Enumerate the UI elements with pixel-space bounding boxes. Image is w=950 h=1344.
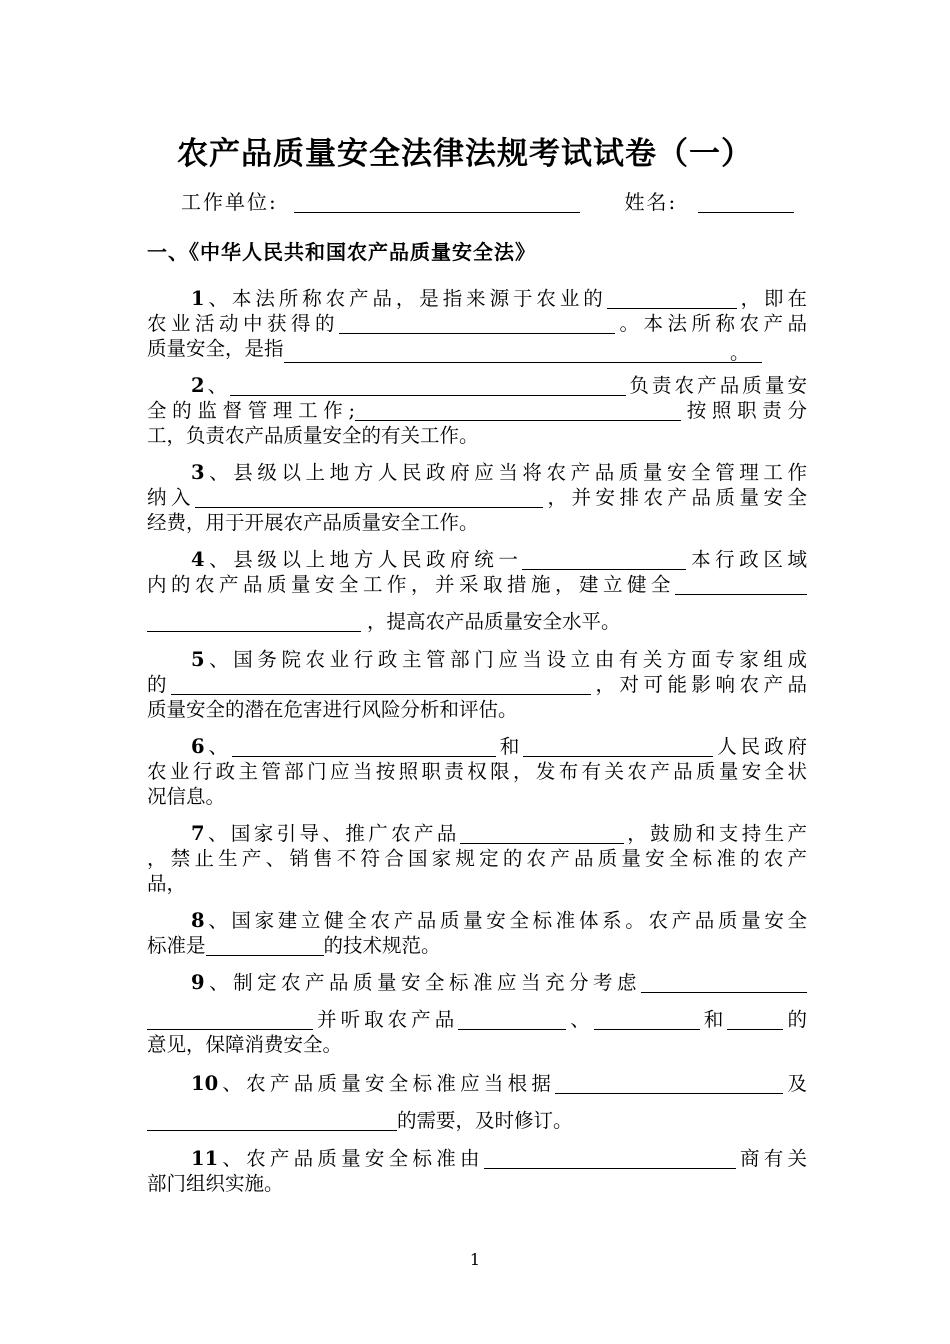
answer-blank[interactable]: [484, 1146, 736, 1169]
question-8: 8、国家建立健全农产品质量安全标准体系。农产品质量安全 标准是 的技术规范。: [147, 909, 807, 957]
answer-blank[interactable]: [522, 547, 686, 570]
question-3: 3、县级以上地方人民政府应当将农产品质量安全管理工作 纳入 ，并安排农产品质量安全 经费，用于开展农产品质量安全工作。: [147, 461, 807, 534]
question-2: 2、 负责农产品质量安 全的监督管理工作; 按照职责分 工，负责农产品质量安全的有关工作。: [147, 374, 807, 447]
info-line: [181, 186, 794, 215]
answer-blank[interactable]: [675, 572, 807, 595]
answer-blank[interactable]: [232, 734, 496, 757]
answer-blank[interactable]: [147, 1108, 397, 1131]
section-heading: 一、《中华人民共和国农产品质量安全法》: [147, 240, 536, 264]
question-1: 1、本法所称农产品，是指来源于农业的 ，即在 农业活动中获得的 。本法所称农产品 质量安全，是指 。: [147, 287, 807, 364]
question-11: 11、农产品质量安全标准由 商有关 部门组织实施。: [147, 1147, 807, 1195]
answer-blank[interactable]: [230, 373, 626, 396]
question-10: 10、农产品质量安全标准应当根据 及 的需要，及时修订。: [147, 1071, 807, 1133]
answer-blank[interactable]: [607, 286, 737, 309]
answer-blank[interactable]: [641, 970, 807, 993]
answer-blank[interactable]: [555, 1071, 783, 1094]
question-6: 6、 和 人民政府 农业行政主管部门应当按照职责权限，发布有关农产品质量安全状 况信息。: [147, 735, 807, 808]
answer-blank[interactable]: [355, 398, 681, 421]
page-title: 农产品质量安全法律法规考试试卷（一）: [177, 136, 753, 172]
answer-blank[interactable]: [458, 1007, 566, 1030]
answer-blank[interactable]: [460, 821, 624, 844]
answer-blank[interactable]: [195, 485, 543, 508]
page-number: 1: [469, 1250, 481, 1269]
answer-blank[interactable]: [147, 1007, 313, 1030]
answer-blank[interactable]: [147, 609, 361, 632]
answer-blank[interactable]: 。: [284, 340, 762, 363]
question-4: 4、县级以上地方人民政府统一 本行政区域 内的农产品质量安全工作，并采取措施，建立健全 ，提高农产品质量安全水平。: [147, 548, 807, 633]
answer-blank[interactable]: [523, 734, 713, 757]
answer-blank[interactable]: [594, 1007, 700, 1030]
answer-blank[interactable]: [171, 672, 591, 695]
unit-blank[interactable]: [294, 190, 580, 213]
name-blank[interactable]: [698, 190, 794, 213]
answer-blank[interactable]: [206, 933, 324, 956]
name-label: 姓名:: [624, 190, 678, 214]
question-5: 5、国务院农业行政主管部门应当设立由有关方面专家组成 的 ，对可能影响农产品 质量安全的潜在危害进行风险分析和评估。: [147, 648, 807, 721]
answer-blank[interactable]: [727, 1007, 783, 1030]
answer-blank[interactable]: [339, 311, 615, 334]
question-7: 7、国家引导、推广农产品 ，鼓励和支持生产 ，禁止生产、销售不符合国家规定的农产品质量安全标准的农产 品，: [147, 822, 807, 895]
question-9: 9、制定农产品质量安全标准应当充分考虑 并听取农产品 、 和 的 意见，保障消费安全。: [147, 971, 807, 1056]
unit-label: 工作单位:: [181, 190, 278, 214]
